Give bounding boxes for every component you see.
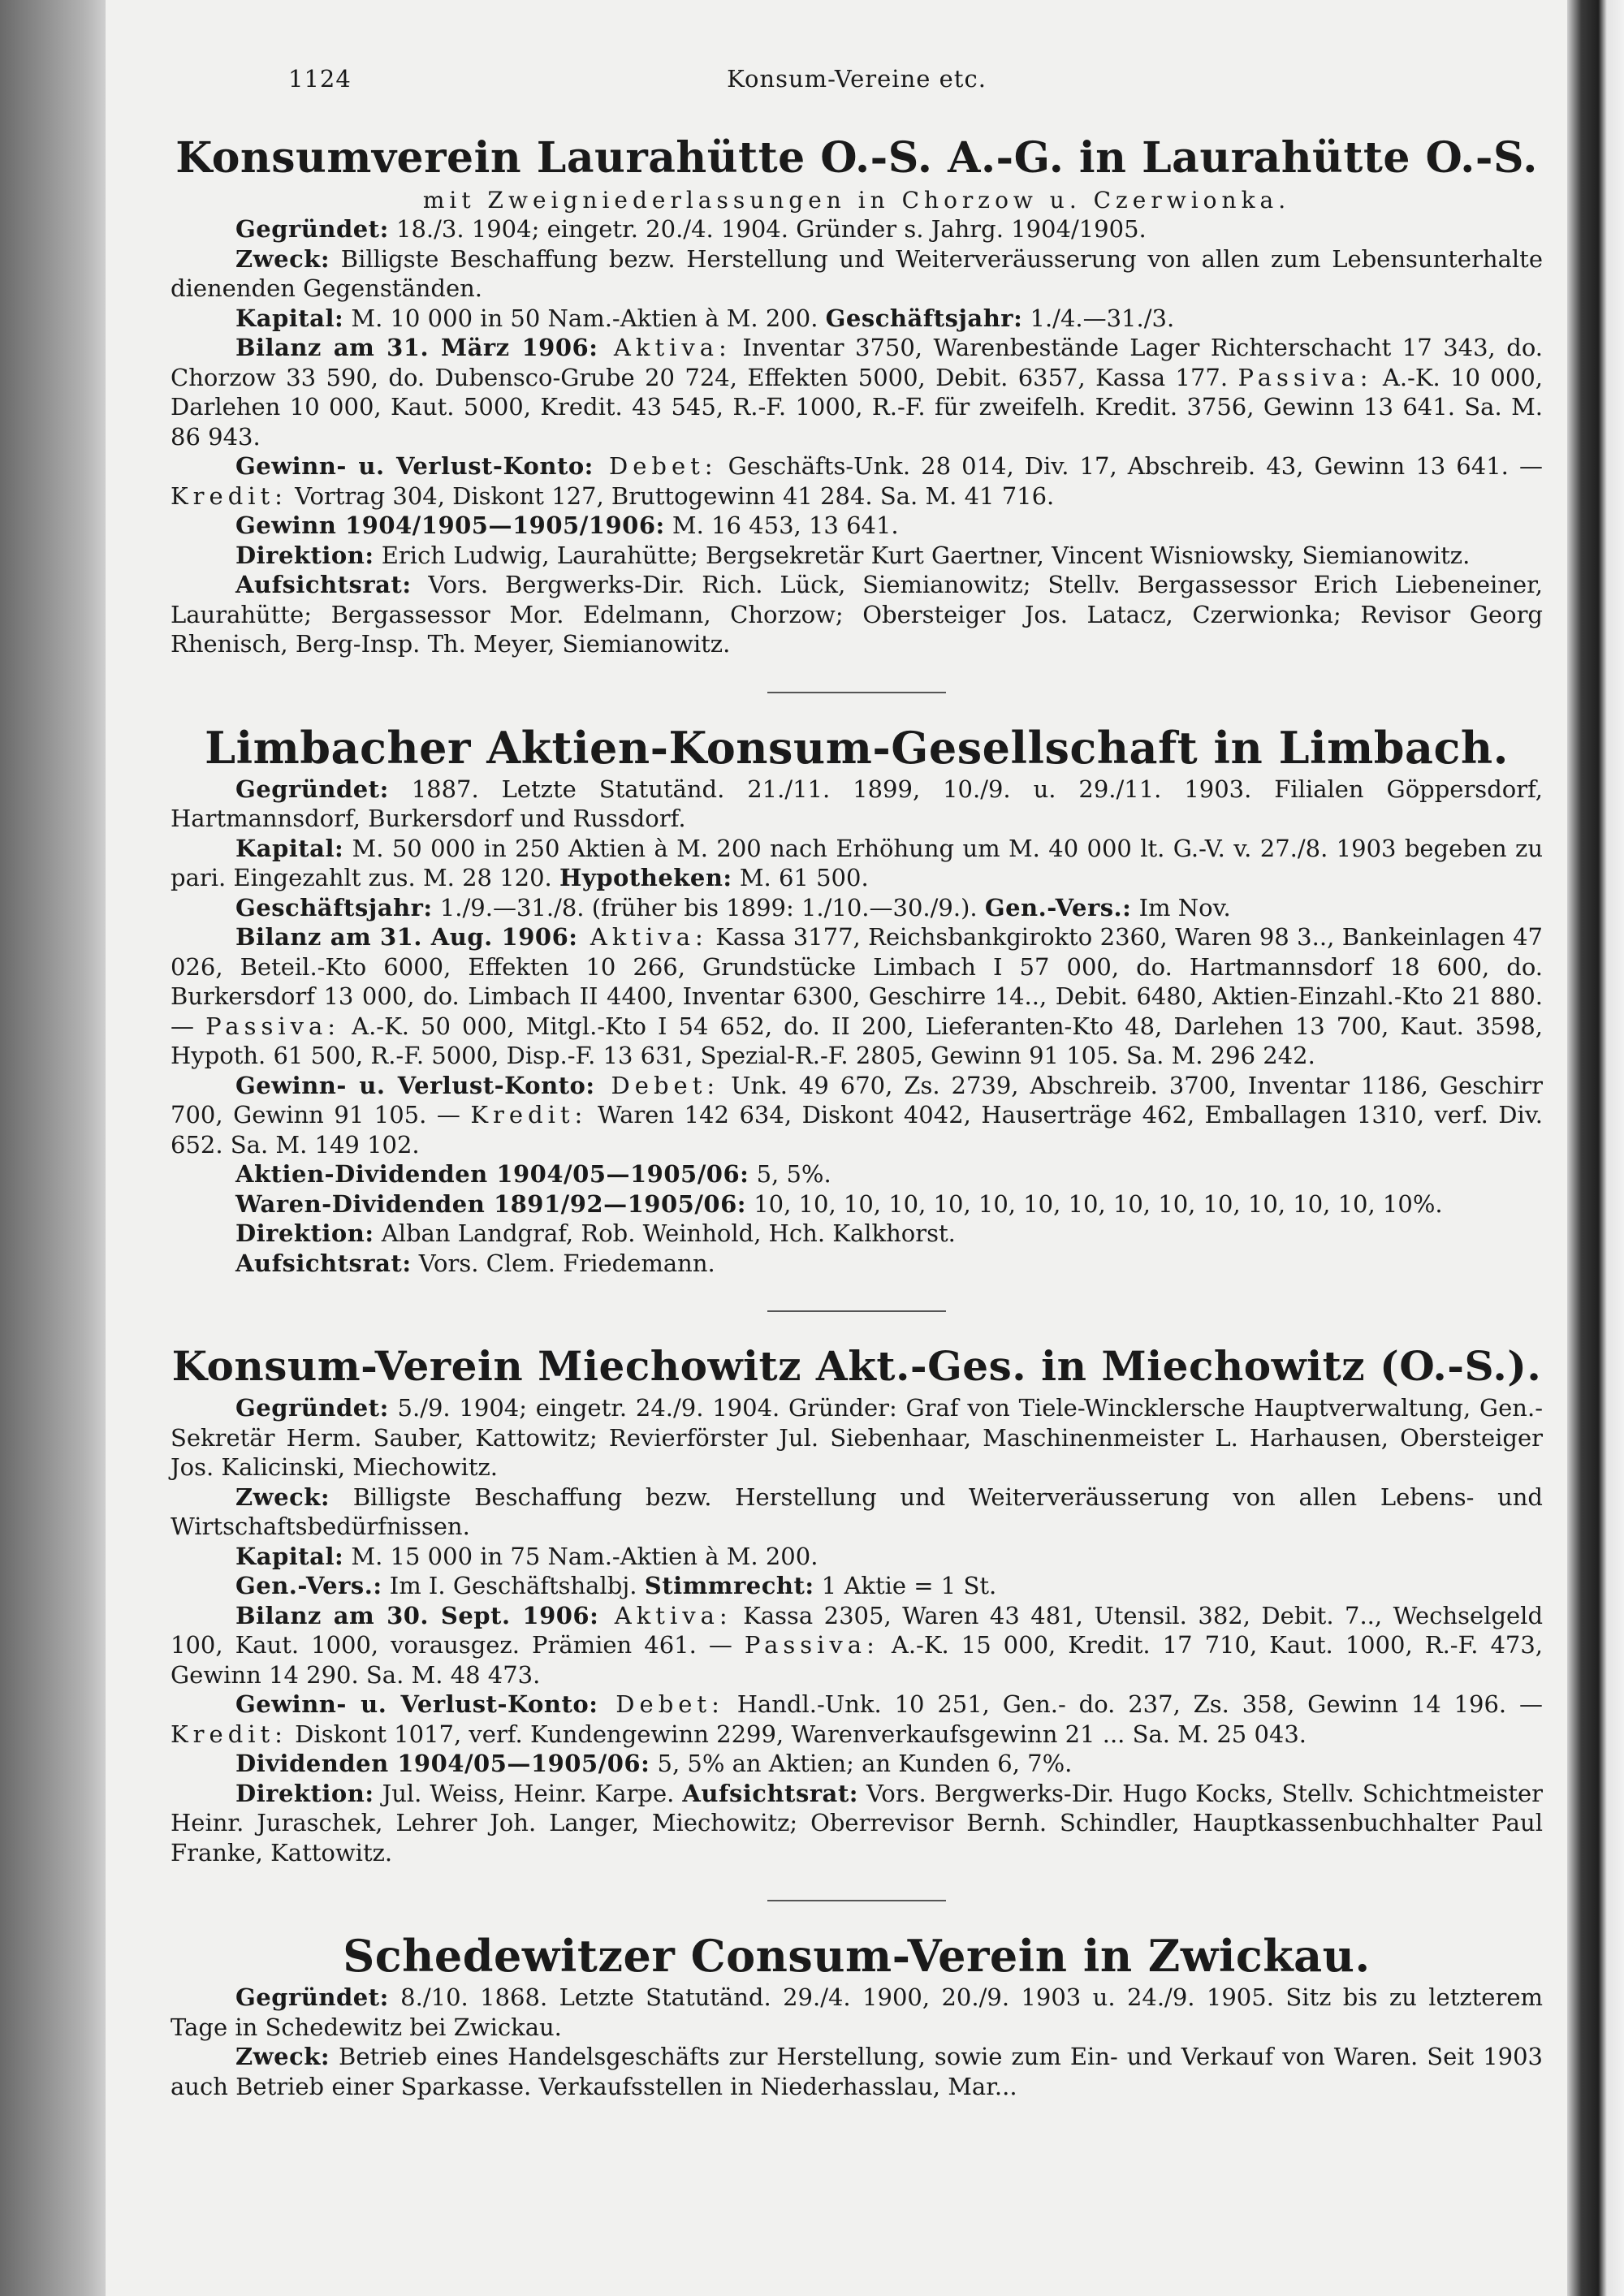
field-label: Kapital: [235, 834, 344, 862]
field-text: 5, 5%. [749, 1160, 831, 1188]
field-text: M. 16 453, 13 641. [664, 511, 899, 539]
entry-paragraph [171, 1249, 1543, 1279]
book-binding-shadow [0, 0, 106, 2296]
field-text: 8./10. 1868. Letzte Statutänd. 29./4. 1900, 20./9. 1903 u. 24./9. 1905. Sitz bis zu letzterem Tage in Schedewitz bei Zwickau. [171, 1983, 1543, 2041]
field-label: Geschäftsjahr: [825, 304, 1023, 332]
field-label: Aufsichtsrat: [682, 1779, 858, 1807]
entry-paragraph [171, 1159, 1543, 1189]
field-text: Inventar 3750, Warenbestände Lager Richterschacht 17 343, do. Chorzow 33 590, do. Dubensco-Grube 20 724, Effekten 5000, Debit. 6357, Kassa 177. [171, 334, 1544, 391]
field-label: Waren-Dividenden 1891/92—1905/06: [235, 1189, 746, 1218]
field-text: M. 10 000 in 50 Nam.-Aktien à M. 200. [343, 304, 826, 332]
field-label: Kapital: [235, 304, 344, 332]
field-text: M. 15 000 in 75 Nam.-Aktien à M. 200. [343, 1542, 818, 1570]
entry-paragraph [171, 1571, 1543, 1601]
field-text: Jul. Weiss, Heinr. Karpe. [374, 1779, 683, 1807]
field-text: 1./4.—31./3. [1022, 304, 1175, 332]
entry-paragraph [171, 304, 1543, 334]
spaced-label: Debet: [594, 1071, 720, 1099]
field-label: Aktien-Dividenden 1904/05—1905/06: [235, 1160, 749, 1188]
spaced-label: Aktiva: [577, 923, 708, 951]
field-label: Aufsichtsrat: [235, 1249, 412, 1277]
entry-paragraph [171, 1749, 1543, 1779]
running-header [171, 65, 1543, 114]
field-text: A.-K. 10 000, Darlehen 10 000, Kaut. 5000, Kredit. 43 545, R.-F. 1000, R.-F. für zweifelh. Kredit. 3756, Gewinn 13 641. Sa. M. 86 943. [171, 363, 1543, 451]
field-text: Alban Landgraf, Rob. Weinhold, Hch. Kalkhorst. [374, 1219, 956, 1247]
field-text: Billigste Beschaffung bezw. Herstellung und Weiterveräusserung von allen Lebens- und Wirtschaftsbedürfnissen. [171, 1482, 1543, 1540]
field-text: Im I. Geschäftshalbj. [382, 1572, 645, 1599]
entry-paragraph [171, 1542, 1543, 1572]
field-text: Im Nov. [1131, 893, 1231, 921]
spaced-label: Kredit: [171, 1720, 287, 1748]
field-label: Gegründet: [235, 1983, 389, 2011]
entry-paragraph [171, 2042, 1543, 2101]
field-label: Gegründet: [235, 215, 389, 243]
field-text: Kassa 3177, Reichsbankgirokto 2360, Waren 98 3.., Bankeinlagen 47 026, Beteil.-Kto 6000, Effekten 10 266, Grundstücke Limbach I 57 000, do. Hartmannsdorf 18 600, do. Burkersdorf 13 000, do. Limbach II 4400, Inventar 6300, Geschirre 14.., Debit. 6480, Aktien-Einzahl.-Kto 21 880. — [171, 923, 1544, 1040]
field-text: 18./3. 1904; eingetr. 20./4. 1904. Gründer s. Jahrg. 1904/1905. [388, 215, 1147, 243]
entry-paragraph [171, 541, 1543, 571]
section-divider [767, 1900, 946, 1901]
field-text: 1 Aktie = 1 St. [814, 1572, 997, 1599]
field-text: M. 50 000 in 250 Aktien à M. 200 nach Erhöhung um M. 40 000 lt. G.-V. v. 27./8. 1903 begeben zu pari. Eingezahlt zus. M. 28 120. [171, 834, 1543, 891]
entry-paragraph [171, 1189, 1543, 1219]
field-text: Vors. Clem. Friedemann. [411, 1249, 715, 1277]
entry-paragraph [171, 922, 1543, 1071]
company-title: Konsumverein Laurahütte O.-S. A.-G. in Laurahütte O.-S. [175, 133, 1538, 183]
field-text: Kassa 2305, Waren 43 481, Utensil. 382, Debit. 7.., Wechselgeld 100, Kaut. 1000, vorausgez. Prämien 461. — [171, 1601, 1544, 1659]
field-label: Zweck: [235, 1482, 330, 1511]
company-entry [171, 132, 1543, 659]
field-text: A.-K. 15 000, Kredit. 17 710, Kaut. 1000, R.-F. 473, Gewinn 14 290. Sa. M. 48 473. [171, 1631, 1544, 1689]
field-text: Vors. Bergwerks-Dir. Hugo Kocks, Stellv. Schichtmeister Heinr. Juraschek, Lehrer Joh. Langer, Miechowitz; Oberrevisor Bernh. Schindler, Hauptkassenbuchhalter Paul Franke, Kattowitz. [171, 1779, 1544, 1867]
page-number: 1124 [288, 65, 352, 93]
entry-paragraph [171, 451, 1543, 511]
field-label: Kapital: [235, 1542, 344, 1570]
company-title: Limbacher Aktien-Konsum-Gesellschaft in Limbach. [205, 721, 1509, 774]
spaced-label: Aktiva: [598, 1601, 732, 1629]
entry-paragraph [171, 1219, 1543, 1249]
field-label: Gen.-Vers.: [984, 893, 1132, 921]
company-entry [171, 1340, 1543, 1867]
field-text: 5, 5% an Aktien; an Kunden 6, 7%. [650, 1750, 1073, 1777]
spaced-label: Debet: [598, 1690, 724, 1718]
page-edge-shadow [1567, 0, 1624, 2296]
entry-paragraph [171, 333, 1543, 451]
spaced-label: Debet: [593, 452, 718, 480]
field-label: Zweck: [235, 244, 330, 273]
entry-paragraph [171, 1482, 1543, 1542]
field-label: Direktion: [235, 1779, 374, 1807]
field-text: Betrieb eines Handelsgeschäfts zur Herstellung, sowie zum Ein- und Verkauf von Waren. Seit 1903 auch Betrieb einer Sparkasse. Verkaufsstellen in Niederhasslau, Mar... [171, 2043, 1543, 2100]
field-text: 5./9. 1904; eingetr. 24./9. 1904. Gründer: Graf von Tiele-Wincklersche Hauptverwaltung, Gen.-Sekretär Herm. Sauber, Kattowitz; Revierförster Jul. Siebenhaar, Maschinenmeister L. Harhausen, Obersteiger Jos. Kalicinski, Miechowitz. [171, 1394, 1543, 1481]
section-divider [767, 692, 946, 693]
company-entry [171, 721, 1543, 1279]
entry-paragraph [171, 1779, 1543, 1868]
field-text: M. 61 500. [732, 864, 869, 891]
entry-paragraph [171, 244, 1543, 304]
field-label: Dividenden 1904/05—1905/06: [235, 1750, 650, 1777]
company-subtitle: mit Zweigniederlassungen in Chorzow u. Czerwionka. [422, 187, 1291, 214]
spaced-label: Passiva: [1237, 363, 1373, 391]
field-text: Unk. 49 670, Zs. 2739, Abschreib. 3700, Inventar 1186, Geschirr 700, Gewinn 91 105. — [171, 1071, 1543, 1129]
field-label: Gen.-Vers.: [235, 1572, 382, 1599]
field-label: Gegründet: [235, 775, 389, 803]
field-label: Direktion: [235, 541, 374, 569]
page-content [171, 65, 1543, 2101]
field-label: Hypotheken: [559, 864, 732, 891]
running-title: Konsum-Vereine etc. [727, 65, 987, 93]
field-text: Erich Ludwig, Laurahütte; Bergsekretär Kurt Gaertner, Vincent Wisniowsky, Siemianowitz. [374, 541, 1471, 569]
entry-paragraph [171, 893, 1543, 923]
company-entry [171, 1929, 1543, 2101]
section-divider [767, 1310, 946, 1312]
field-label: Stimmrecht: [644, 1572, 814, 1599]
entry-paragraph [171, 1393, 1543, 1482]
field-label: Direktion: [235, 1219, 374, 1247]
field-text: 1887. Letzte Statutänd. 21./11. 1899, 10./9. u. 29./11. 1903. Filialen Göppersdorf, Hartmannsdorf, Burkersdorf und Russdorf. [171, 775, 1543, 832]
entry-paragraph [171, 834, 1543, 893]
field-text: Geschäfts-Unk. 28 014, Div. 17, Abschreib. 43, Gewinn 13 641. — [717, 452, 1543, 480]
company-title: Schedewitzer Consum-Verein in Zwickau. [343, 1930, 1371, 1982]
field-label: Gegründet: [235, 1394, 389, 1422]
entry-paragraph [171, 511, 1543, 541]
entry-paragraph [171, 1983, 1543, 2042]
field-text: Diskont 1017, verf. Kundengewinn 2299, Warenverkaufsgewinn 21 ... Sa. M. 25 043. [287, 1720, 1307, 1748]
company-title: Konsum-Verein Miechowitz Akt.-Ges. in Miechowitz (O.-S.). [171, 1342, 1542, 1390]
entries-list [171, 132, 1543, 2101]
field-text: Billigste Beschaffung bezw. Herstellung und Weiterveräusserung von allen zum Lebensunterhalte dienenden Gegenständen. [171, 244, 1543, 302]
field-label: Gewinn- u. Verlust-Konto: [235, 452, 594, 480]
field-label: Bilanz am 31. Aug. 1906: [235, 923, 578, 951]
spaced-label: Passiva: [205, 1012, 341, 1040]
field-label: Gewinn- u. Verlust-Konto: [235, 1071, 595, 1099]
field-label: Gewinn 1904/1905—1905/1906: [235, 511, 665, 539]
spaced-label: Passiva: [744, 1631, 879, 1659]
entry-paragraph [171, 214, 1543, 244]
field-label: Zweck: [235, 2043, 330, 2070]
spaced-label: Aktiva: [598, 334, 732, 361]
field-text: 1./9.—31./8. (früher bis 1899: 1./10.—30./9.). [432, 893, 985, 921]
field-text: 10, 10, 10, 10, 10, 10, 10, 10, 10, 10, 10, 10, 10, 10, 10%. [745, 1189, 1443, 1218]
field-label: Aufsichtsrat: [235, 571, 412, 598]
field-label: Geschäftsjahr: [235, 893, 433, 921]
spaced-label: Kredit: [171, 481, 287, 510]
field-text: Vors. Bergwerks-Dir. Rich. Lück, Siemianowitz; Stellv. Bergassessor Erich Liebeneiner, Laurahütte; Bergassessor Mor. Edelmann, Chorzow; Obersteiger Jos. Latacz, Czerwionka; Revisor Georg Rhenisch, Berg-Insp. Th. Meyer, Siemianowitz. [171, 571, 1543, 658]
entry-paragraph [171, 570, 1543, 659]
field-label: Gewinn- u. Verlust-Konto: [235, 1690, 598, 1718]
field-label: Bilanz am 31. März 1906: [235, 334, 598, 361]
field-text: Waren 142 634, Diskont 4042, Hauserträge 462, Emballagen 1310, verf. Div. 652. Sa. M. 149 102. [171, 1101, 1543, 1159]
entry-paragraph [171, 1690, 1543, 1749]
field-text: Handl.-Unk. 10 251, Gen.- do. 237, Zs. 358, Gewinn 14 196. — [723, 1690, 1543, 1718]
field-label: Bilanz am 30. Sept. 1906: [235, 1601, 599, 1629]
entry-paragraph [171, 1601, 1543, 1690]
spaced-label: Kredit: [470, 1101, 588, 1129]
field-text: A.-K. 50 000, Mitgl.-Kto I 54 652, do. II 200, Lieferanten-Kto 48, Darlehen 13 700, Kaut. 3598, Hypoth. 61 500, R.-F. 5000, Disp.-F. 13 631, Spezial-R.-F. 2805, Gewinn 91 105. Sa. M. 296 242. [171, 1012, 1543, 1069]
entry-paragraph [171, 775, 1543, 834]
field-text: Vortrag 304, Diskont 127, Bruttogewinn 41 284. Sa. M. 41 716. [287, 481, 1055, 510]
entry-paragraph [171, 1071, 1543, 1160]
